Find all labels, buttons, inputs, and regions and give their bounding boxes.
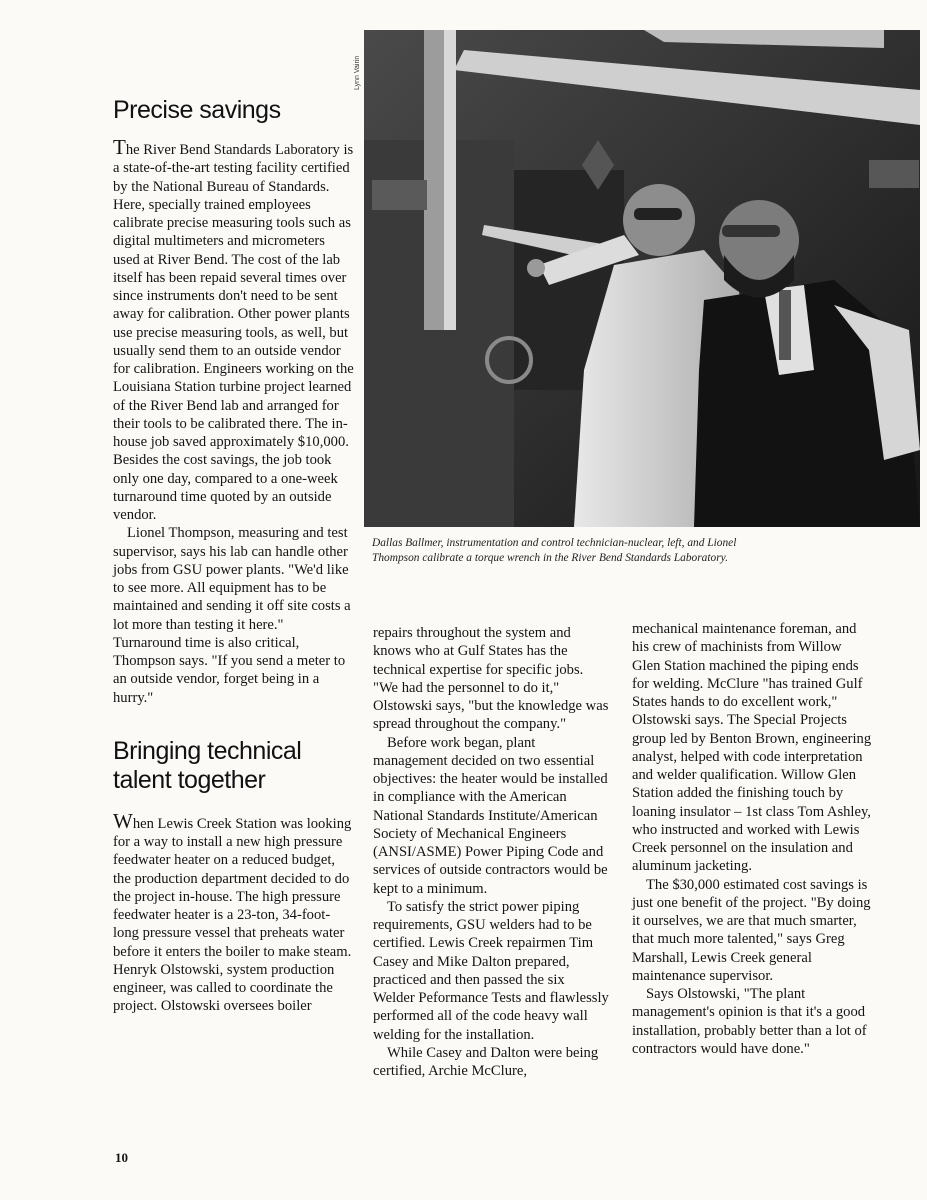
- paragraph: [113, 808, 355, 1016]
- heading-bringing-talent: [113, 737, 355, 795]
- paragraph: Lionel Thompson, measuring and test supervisor, says his lab can handle other jobs from GSU power plants. "We'd like to see more. All equipment has to be maintained and sending it off site costs a lot more than testing it here." Turnaround time is also critical, Thompson says. "If you send a meter to an outside vendor, forget being in a hurry.": [113, 525, 351, 706]
- drop-cap: T: [113, 135, 126, 159]
- paragraph: Before work began, plant management decided on two essential objectives: the heater would be installed in compliance with the American National Standards Institute/American Society of Mechanical Engineers (ANSI/ASME) Power Piping Code and services of outside contractors would be kept to a minimum.: [373, 734, 608, 897]
- paragraph: repairs throughout the system and knows who at Gulf States has the technical expertise for specific jobs. "We had the personnel to do it," Olstowski says, "but the knowledge was spread throughout the company.": [373, 625, 609, 733]
- paragraph: To satisfy the strict power piping requirements, GSU welders had to be certified. Lewis Creek repairmen Tim Casey and Mike Dalton prepared, practiced and then passed the six Welder Peformance Tests and flawlessly performed all of the code heavy wall welding for the installation.: [373, 898, 609, 1043]
- paragraph: Says Olstowski, "The plant management's opinion is that it's a good installation, probably better than a lot of contractors would have done.": [632, 986, 867, 1057]
- paragraph: While Casey and Dalton were being certified, Archie McClure,: [373, 1044, 599, 1079]
- column-3: [632, 620, 872, 1058]
- paragraph: The $30,000 estimated cost savings is just one benefit of the project. "By doing it ourselves, we are that much smarter, that much more talented," says Greg Marshall, Lewis Creek general maintenance supervisor.: [632, 876, 871, 984]
- page-number: 10: [115, 1150, 128, 1165]
- heading-line: Bringing technical: [113, 736, 302, 765]
- paragraph-text: hen Lewis Creek Station was looking for a way to install a new high pressure feedwater heater on a reduced budget, the production department decided to do the project in-house. The high pressure feedwater heater is a 23-ton, 34-foot-long pressure vessel that preheats water before it enters the boiler to make steam. Henryk Olstowski, system production engineer, was called to coordinate the project. Olstowski oversees boiler: [113, 815, 352, 1015]
- heading-line: talent together: [113, 765, 266, 794]
- heading-precise-savings: Precise savings: [113, 96, 281, 124]
- lab-photo-illustration: [364, 30, 920, 527]
- column-1: [113, 96, 355, 1016]
- paragraph-text: he River Bend Standards Laboratory is a state-of-the-art testing facility certified by the National Bureau of Standards. Here, specially trained employees calibrate precise measuring tools such as digital multimeters and micrometers used at River Bend. The cost of the lab itself has been repaid several times over since instruments don't need to be sent away for calibration. Other power plants use precise measuring tools, as well, but usually send them to an outside vendor for calibration. Engineers working on the Louisiana Station turbine project learned of the River Bend lab and arranged for their tools to be calibrated there. The in-house job saved approximately $10,000. Besides the cost savings, the job took only one day, compared to a one-week turnaround time quoted by an outside vendor.: [113, 142, 354, 523]
- drop-cap: W: [113, 808, 133, 833]
- column-2: [373, 624, 609, 1080]
- paragraph: mechanical maintenance foreman, and his crew of machinists from Willow Glen Station machined the piping ends for welding. McClure "has trained Gulf States hands to do excellent work," Olstowski says. The Special Projects group led by Benton Brown, engineering analyst, helped with code interpretation and welder qualification. Willow Glen Station added the finishing touch by loaning insulator – 1st class Tom Ashley, who instructed and worked with Lewis Creek personnel on the insulation and aluminum jacketing.: [632, 621, 872, 875]
- photo-caption: Dallas Ballmer, instrumentation and control technician-nuclear, left, and Lionel Thompson calibrate a torque wrench in the River Bend Standards Laboratory.: [372, 537, 737, 564]
- photo: [364, 30, 920, 527]
- photo-credit: Lynn Vairin: [354, 55, 361, 90]
- paragraph: [113, 135, 355, 524]
